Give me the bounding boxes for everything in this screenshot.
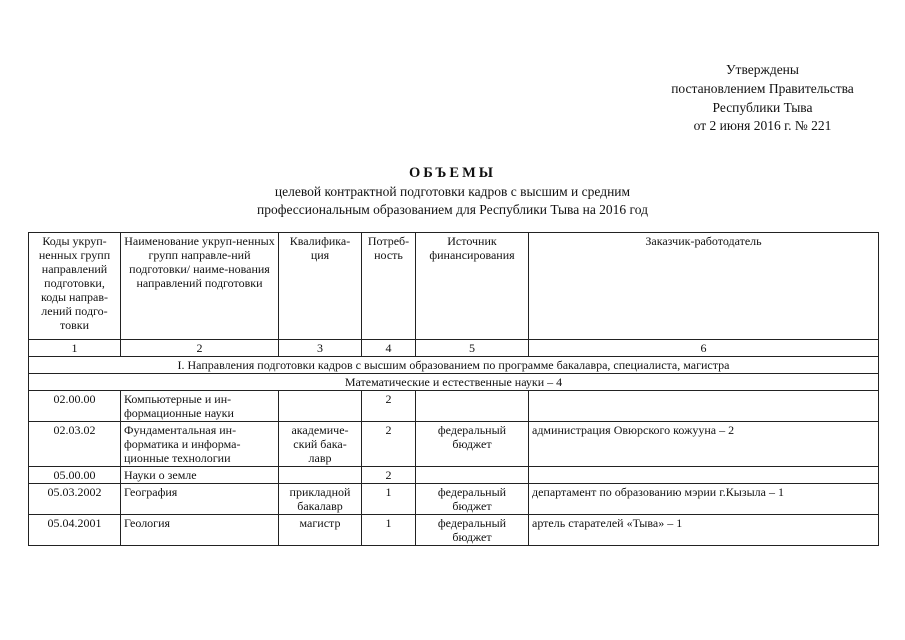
cell-name: Науки о земле xyxy=(121,467,279,484)
title-block xyxy=(0,163,905,219)
cell-code: 05.00.00 xyxy=(29,467,121,484)
column-number: 1 xyxy=(29,340,121,357)
cell-code: 02.00.00 xyxy=(29,391,121,422)
table-row xyxy=(29,422,879,467)
column-number-row xyxy=(29,340,879,357)
column-header-codes: Коды укруп-ненных групп направлений подготовки, коды направ-лений подго-товки xyxy=(29,233,121,340)
approval-block xyxy=(600,60,905,117)
cell-finance xyxy=(416,391,529,422)
cell-code: 05.04.2001 xyxy=(29,515,121,546)
column-header-finance: Источник финансирования xyxy=(416,233,529,340)
approval-line: Республики Тыва xyxy=(712,100,813,115)
column-header-qualification: Квалифика-ция xyxy=(279,233,362,340)
table-row xyxy=(29,484,879,515)
cell-customer: артель старателей «Тыва» – 1 xyxy=(529,515,879,546)
section-row xyxy=(29,357,879,374)
cell-code: 02.03.02 xyxy=(29,422,121,467)
cell-need: 2 xyxy=(362,391,416,422)
column-number: 6 xyxy=(529,340,879,357)
approval-line: Утверждены xyxy=(726,62,799,77)
cell-customer xyxy=(529,467,879,484)
cell-customer xyxy=(529,391,879,422)
cell-qualification: магистр xyxy=(279,515,362,546)
cell-qualification: академиче-ский бака-лавр xyxy=(279,422,362,467)
cell-customer: администрация Овюрского кожууна – 2 xyxy=(529,422,879,467)
cell-need: 2 xyxy=(362,422,416,467)
group-row xyxy=(29,374,879,391)
cell-need: 1 xyxy=(362,484,416,515)
table-header-row xyxy=(29,233,879,340)
cell-finance: федеральный бюджет xyxy=(416,515,529,546)
column-header-name: Наименование укруп-ненных групп направле-ний подготовки/ наиме-нования направлений подготовки xyxy=(121,233,279,340)
section-title: I. Направления подготовки кадров с высшим образованием по программе бакалавра, специалиста, магистра xyxy=(29,357,879,374)
cell-name: Фундаментальная ин-форматика и информа-ционные технологии xyxy=(121,422,279,467)
cell-customer: департамент по образованию мэрии г.Кызыла – 1 xyxy=(529,484,879,515)
cell-finance xyxy=(416,467,529,484)
document-subtitle-line: целевой контрактной подготовки кадров с высшим и средним xyxy=(274,184,631,199)
cell-qualification xyxy=(279,467,362,484)
cell-name: География xyxy=(121,484,279,515)
column-number: 2 xyxy=(121,340,279,357)
approval-date: от 2 июня 2016 г. № 221 xyxy=(693,118,832,133)
cell-qualification xyxy=(279,391,362,422)
cell-name: Компьютерные и ин-формационные науки xyxy=(121,391,279,422)
cell-finance: федеральный бюджет xyxy=(416,484,529,515)
cell-finance: федеральный бюджет xyxy=(416,422,529,467)
cell-need: 1 xyxy=(362,515,416,546)
table-row xyxy=(29,515,879,546)
column-header-need: Потреб-ность xyxy=(362,233,416,340)
document-subtitle-line: профессиональным образованием для Республики Тыва на 2016 год xyxy=(256,202,648,217)
cell-code: 05.03.2002 xyxy=(29,484,121,515)
group-title: Математические и естественные науки – 4 xyxy=(29,374,879,391)
table-row xyxy=(29,467,879,484)
table-row xyxy=(29,391,879,422)
column-number: 4 xyxy=(362,340,416,357)
column-number: 3 xyxy=(279,340,362,357)
cell-qualification: прикладной бакалавр xyxy=(279,484,362,515)
cell-name: Геология xyxy=(121,515,279,546)
cell-need: 2 xyxy=(362,467,416,484)
column-header-customer: Заказчик-работодатель xyxy=(529,233,879,340)
approval-line: постановлением Правительства xyxy=(671,81,854,96)
volumes-table xyxy=(28,232,879,546)
column-number: 5 xyxy=(416,340,529,357)
document-title: ОБЪЕМЫ xyxy=(408,165,496,181)
